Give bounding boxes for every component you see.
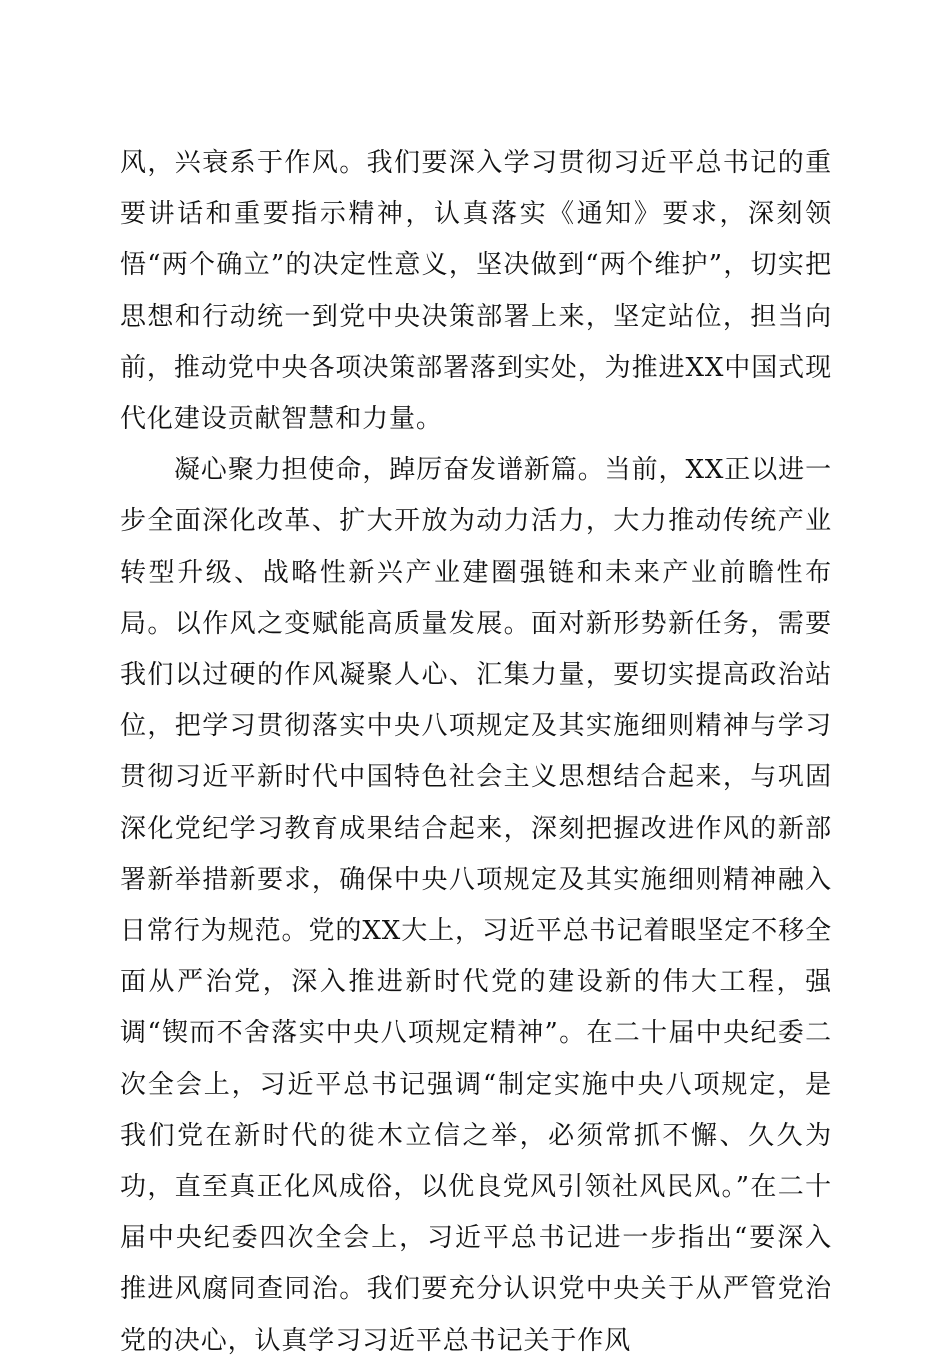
document-body: [120, 138, 832, 1367]
paragraph-1: 风，兴衰系于作风。我们要深入学习贯彻习近平总书记的重要讲话和重要指示精神，认真落实《通知》要求，深刻领悟“两个确立”的决定性意义，坚决做到“两个维护”，切实把思想和行动统一到党中央决策部署上来，坚定站位，担当向前，推动党中央各项决策部署落到实处，为推进XX中国式现代化建设贡献智慧和力量。: [120, 148, 832, 435]
paragraph-2: 凝心聚力担使命，踔厉奋发谱新篇。当前，XX正以进一步全面深化改革、扩大开放为动力活力，大力推动传统产业转型升级、战略性新兴产业建圈强链和未来产业前瞻性布局。以作风之变赋能高质量发展。面对新形势新任务，需要我们以过硬的作风凝聚人心、汇集力量，要切实提高政治站位，把学习贯彻落实中央八项规定及其实施细则精神与学习贯彻习近平新时代中国特色社会主义思想结合起来，与巩固深化党纪学习教育成果结合起来，深刻把握改进作风的新部署新举措新要求，确保中央八项规定及其实施细则精神融入日常行为规范。党的XX大上，习近平总书记着眼坚定不移全面从严治党，深入推进新时代党的建设新的伟大工程，强调“锲而不舍落实中央八项规定精神”。在二十届中央纪委二次全会上，习近平总书记强调“制定实施中央八项规定，是我们党在新时代的徙木立信之举，必须常抓不懈、久久为功，直至真正化风成俗，以优良党风引领社风民风。”在二十届中央纪委四次全会上，习近平总书记进一步指出“要深入推进风腐同查同治。我们要充分认识党中央关于从严管党治党的决心，认真学习习近平总书记关于作风: [120, 455, 832, 1356]
